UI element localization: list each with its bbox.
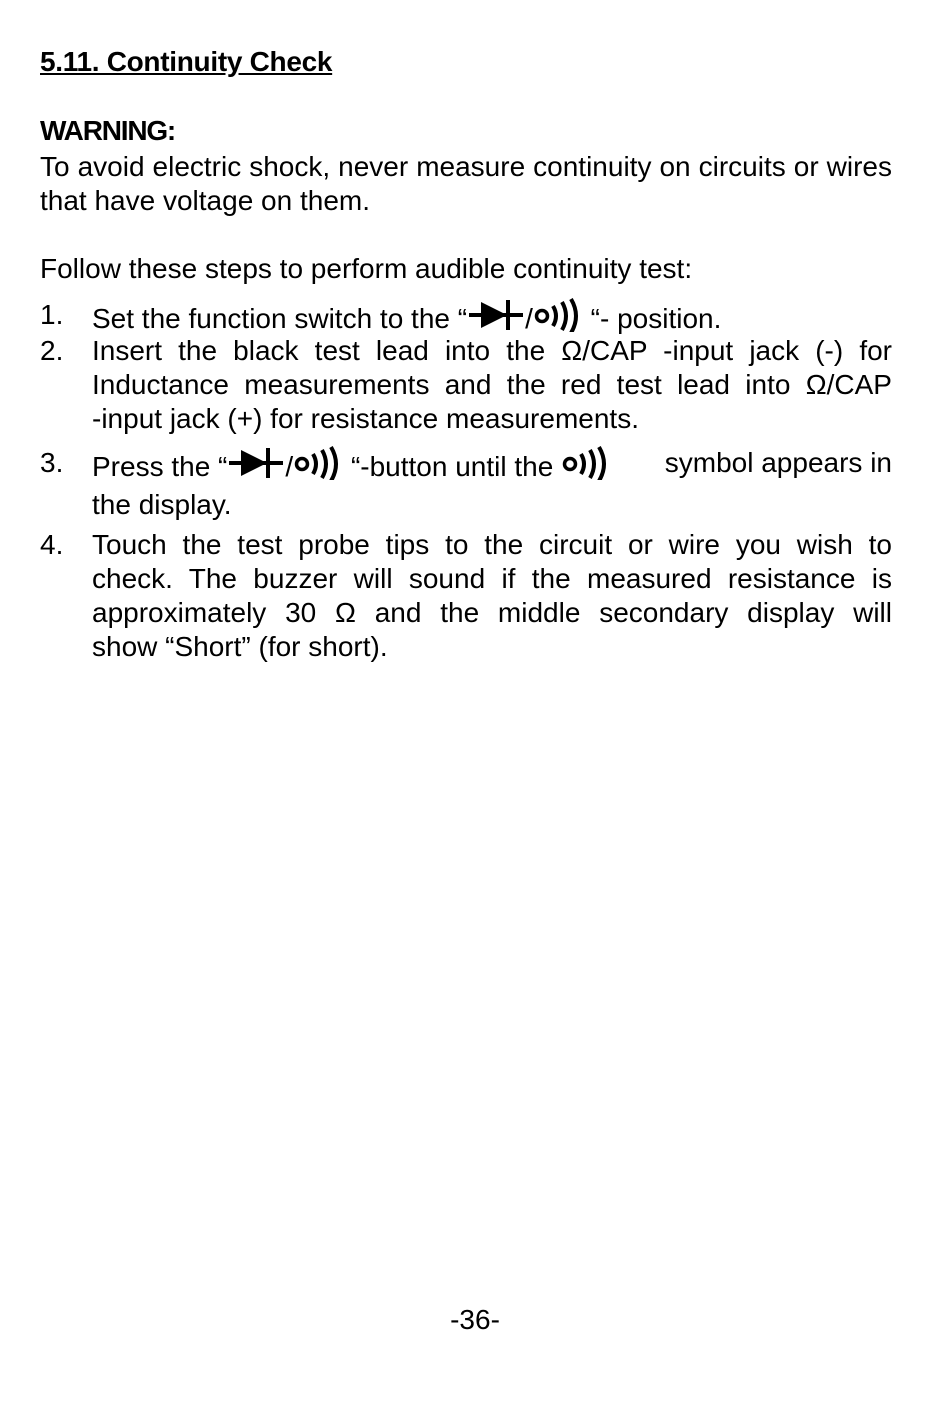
step-2-line-2: Inductance measurements and the red test lead into Ω/CAP (92, 369, 892, 400)
step-3 (40, 436, 892, 528)
step-3-text-after: symbol appears in (664, 447, 892, 478)
step-number: 2. (40, 335, 64, 366)
step-4-line-1: Touch the test probe tips to the circuit or wire you wish to (92, 529, 892, 560)
step-3-text-before: Press the “ (92, 451, 228, 482)
step-4 (40, 528, 892, 664)
step-3-slash: / (285, 451, 294, 482)
step-4-line-4: show “Short” (for short). (92, 631, 388, 662)
step-4-line-3: approximately 30 Ω and the middle secondary display will (92, 597, 892, 628)
section-heading: 5.11. Continuity Check (40, 46, 333, 77)
warning-text: To avoid electric shock, never measure continuity on circuits or wires that have voltage on them. (40, 151, 892, 216)
step-1-slash: / (525, 303, 533, 334)
step-2-line-1: Insert the black test lead into the Ω/CAP -input jack (-) for (92, 335, 892, 366)
steps-list (40, 298, 892, 664)
step-4-line-2: check. The buzzer will sound if the measured resistance is (92, 563, 892, 594)
step-number: 1. (40, 299, 64, 330)
step-3-text-middle: “-button until the (350, 451, 554, 482)
diode-icon (227, 446, 285, 488)
step-2 (40, 334, 892, 436)
step-1-text-before: Set the function switch to the “ (92, 303, 468, 334)
step-number: 3. (40, 447, 64, 478)
step-1 (40, 298, 892, 334)
continuity-buzzer-icon (293, 446, 343, 488)
intro-text: Follow these steps to perform audible continuity test: (40, 253, 693, 284)
step-2-line-3: -input jack (+) for resistance measurements. (92, 403, 639, 434)
step-1-text-after: “- position. (590, 303, 722, 334)
step-number: 4. (40, 529, 64, 560)
continuity-buzzer-icon (561, 446, 611, 488)
warning-label: WARNING: (40, 115, 176, 146)
step-3-line-2: the display. (92, 489, 232, 520)
page-number: -36- (450, 1304, 500, 1335)
